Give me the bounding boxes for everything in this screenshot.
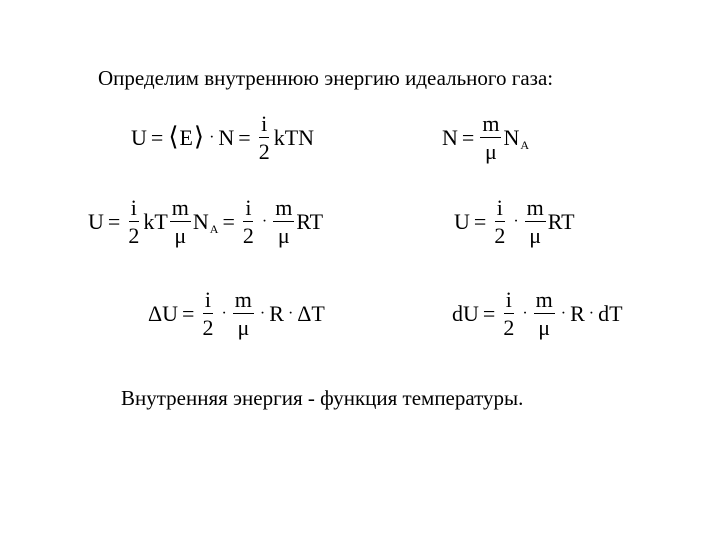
equals-sign: = xyxy=(150,124,164,150)
left-angle-bracket: ⟨ xyxy=(168,121,179,151)
fraction-numerator: m xyxy=(170,196,191,222)
fraction xyxy=(200,288,215,339)
fraction-denominator: μ xyxy=(484,139,497,165)
fraction-numerator: i xyxy=(203,288,213,314)
right-angle-bracket: ⟩ xyxy=(193,121,205,151)
multiply-dot: · xyxy=(522,304,528,322)
equals-sign: = xyxy=(473,208,487,234)
fraction-denominator: μ xyxy=(237,315,250,341)
formula-symbol: N xyxy=(442,124,458,150)
fraction-denominator: μ xyxy=(538,315,551,341)
fraction-numerator: m xyxy=(525,196,546,222)
multiply-dot: · xyxy=(259,304,266,322)
fraction xyxy=(492,196,507,247)
equals-sign: = xyxy=(482,300,496,326)
fraction xyxy=(534,288,555,339)
formula-symbol: ΔT xyxy=(297,300,325,326)
multiply-dot: · xyxy=(209,128,215,146)
equals-sign: = xyxy=(107,208,121,234)
fraction xyxy=(170,196,191,247)
fraction-numerator: m xyxy=(233,288,254,314)
multiply-dot: · xyxy=(588,304,595,322)
multiply-dot: · xyxy=(287,304,294,322)
subscript: A xyxy=(520,137,529,152)
fraction xyxy=(241,196,256,247)
multiply-dot: · xyxy=(560,304,567,322)
fraction-numerator: i xyxy=(129,196,139,222)
formula-particle-count xyxy=(442,112,529,163)
formula-internal-energy-mean xyxy=(131,112,314,163)
fraction-numerator: i xyxy=(495,196,505,222)
formula-symbol: ΔU xyxy=(148,300,179,326)
equals-sign: = xyxy=(182,300,195,326)
formula-internal-energy-expanded xyxy=(88,196,323,247)
formula-symbol: E xyxy=(179,124,193,150)
fraction-numerator: m xyxy=(534,288,555,314)
fraction xyxy=(525,196,546,247)
multiply-dot: · xyxy=(513,212,519,230)
formula-symbol: RT xyxy=(296,208,324,234)
multiply-dot: · xyxy=(261,212,268,230)
slide-conclusion: Внутренняя энергия - функция температуры. xyxy=(121,386,524,410)
fraction-denominator: μ xyxy=(529,223,542,249)
multiply-dot: · xyxy=(221,304,227,322)
fraction xyxy=(233,288,254,339)
fraction xyxy=(480,112,501,163)
formula-symbol: dU xyxy=(452,300,479,326)
fraction-numerator: i xyxy=(259,112,269,138)
fraction-denominator: μ xyxy=(277,223,290,249)
equals-sign: = xyxy=(222,208,235,234)
formula-energy-differential xyxy=(452,288,623,339)
subscript: A xyxy=(209,221,219,236)
equals-sign: = xyxy=(461,124,475,150)
fraction xyxy=(257,112,272,163)
formula-symbol: N xyxy=(218,124,235,150)
formula-symbol: R xyxy=(269,300,284,326)
fraction-denominator: μ xyxy=(174,223,187,249)
fraction-denominator: 2 xyxy=(503,315,515,341)
formula-symbol: RT xyxy=(547,208,575,234)
fraction-denominator: 2 xyxy=(202,315,214,341)
fraction xyxy=(501,288,516,339)
fraction xyxy=(126,196,141,247)
fraction-denominator: 2 xyxy=(494,223,506,249)
formula-symbol: U xyxy=(131,124,147,150)
fraction xyxy=(273,196,294,247)
fraction-numerator: m xyxy=(273,196,294,222)
formula-symbol: R xyxy=(570,300,585,326)
formula-symbol: kT xyxy=(143,208,168,234)
formula-symbol: N xyxy=(192,208,209,234)
fraction-denominator: 2 xyxy=(242,223,254,249)
fraction-denominator: 2 xyxy=(128,223,140,249)
formula-symbol: U xyxy=(454,208,470,234)
formula-internal-energy-rt xyxy=(454,196,575,247)
slide-heading: Определим внутреннюю энергию идеального газа: xyxy=(98,66,554,90)
formula-symbol: kTN xyxy=(273,124,315,150)
fraction-numerator: i xyxy=(504,288,514,314)
formula-symbol: U xyxy=(88,208,104,234)
formula-symbol: N xyxy=(503,124,520,150)
fraction-numerator: i xyxy=(243,196,253,222)
fraction-numerator: m xyxy=(480,112,501,138)
formula-symbol: dT xyxy=(598,300,623,326)
formula-energy-change xyxy=(148,288,325,339)
fraction-denominator: 2 xyxy=(258,139,270,165)
equals-sign: = xyxy=(238,124,251,150)
